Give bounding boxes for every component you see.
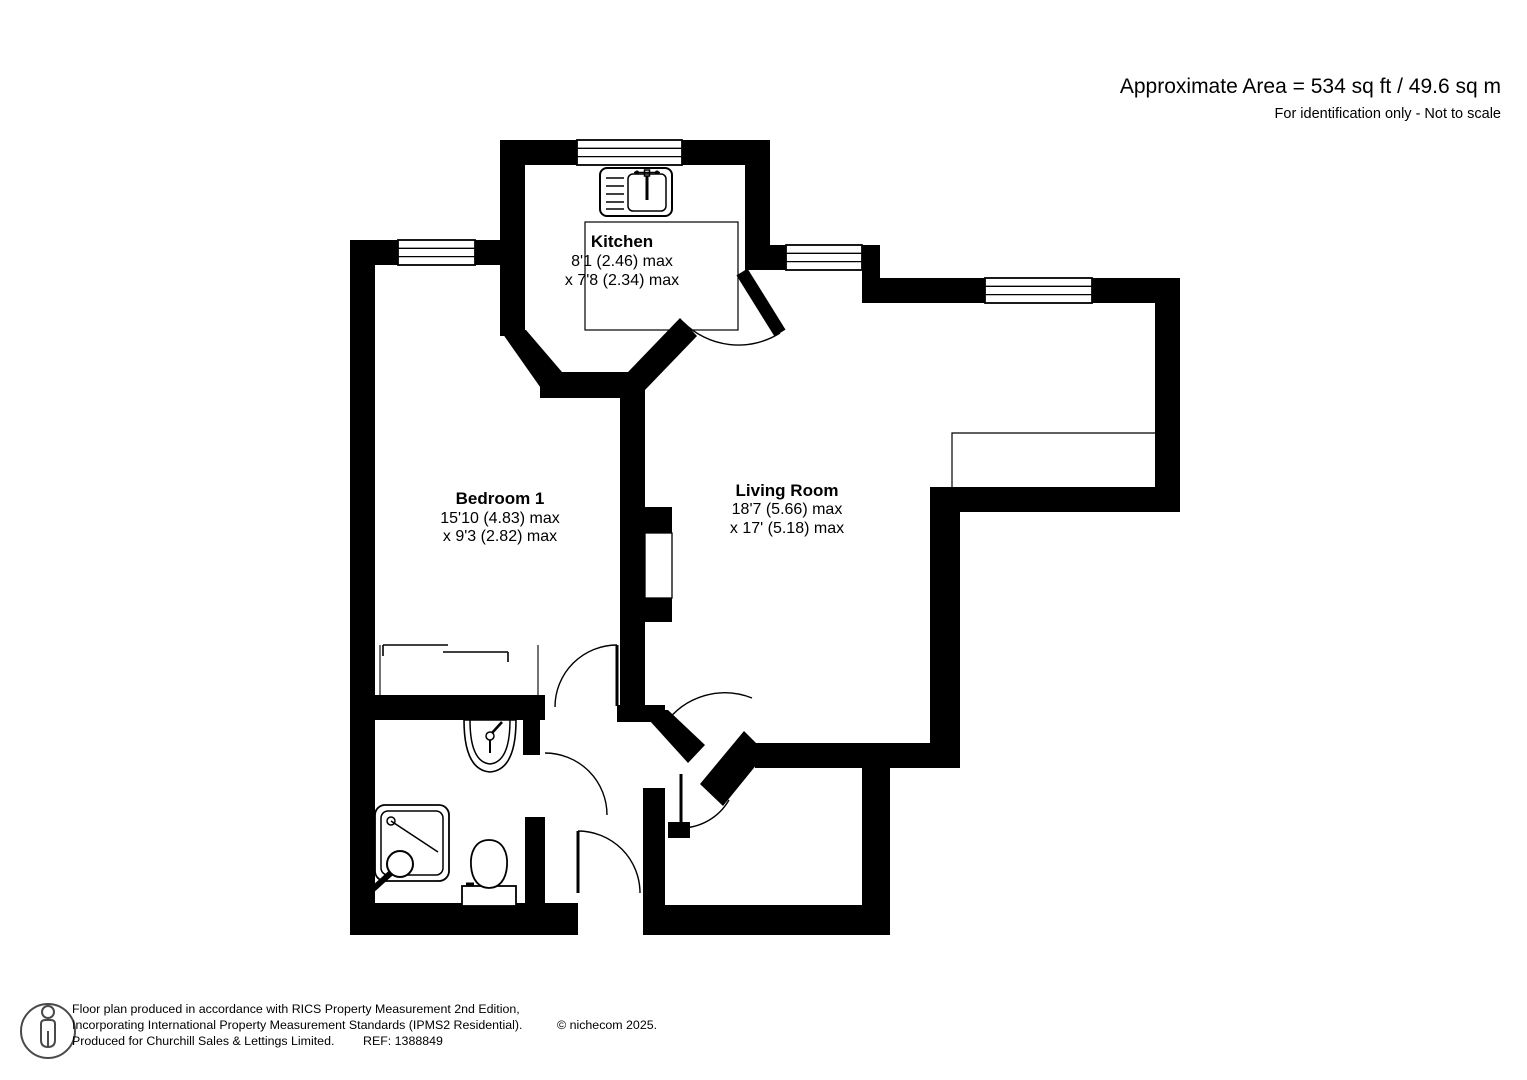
- wall: [643, 788, 665, 905]
- wall-diagonal: [628, 318, 697, 390]
- footer-copyright: © nichecom 2025.: [557, 1018, 658, 1032]
- kitchen-window: [577, 140, 682, 165]
- header: [1120, 75, 1501, 122]
- wall: [620, 390, 645, 707]
- kitchen-dim2: x 7'8 (2.34) max: [564, 272, 680, 289]
- person-logo-icon: [21, 1004, 75, 1058]
- shower-tray-icon: [372, 805, 449, 890]
- footer-line1: Floor plan produced in accordance with RICS Property Measurement 2nd Edition,: [72, 1002, 520, 1016]
- bedroom-dim2: x 9'3 (2.82) max: [442, 528, 558, 545]
- bathroom-door: [545, 753, 607, 815]
- wall: [668, 822, 690, 838]
- chimney-breast: [645, 598, 672, 622]
- kitchen-sink-icon: [600, 168, 672, 216]
- bedroom-name: Bedroom 1: [455, 489, 545, 508]
- bathroom-basin-icon: [464, 720, 516, 772]
- bedroom-label: [440, 489, 560, 545]
- wall-diagonal: [700, 731, 766, 806]
- living-room-recess-outline: [952, 433, 1155, 487]
- toilet-icon: [462, 840, 516, 906]
- wall-diagonal: [640, 710, 705, 763]
- wall: [350, 240, 375, 935]
- wall: [755, 743, 890, 768]
- wall: [890, 743, 955, 768]
- entrance-door: [578, 831, 640, 893]
- approximate-area-text: Approximate Area = 534 sq ft / 49.6 sq m: [1119, 75, 1501, 98]
- living-room-window-right: [985, 278, 1092, 303]
- scale-disclaimer-text: For identification only - Not to scale: [1274, 106, 1501, 122]
- bedroom-window: [398, 240, 475, 265]
- bedroom-door: [555, 645, 617, 707]
- footer-line2: Incorporating International Property Measurement Standards (IPMS2 Residential).: [72, 1018, 523, 1032]
- wall: [525, 817, 545, 905]
- living-room-window-left: [786, 245, 862, 270]
- footer-line3: Produced for Churchill Sales & Lettings Limited.: [72, 1034, 335, 1048]
- wall: [960, 487, 1180, 512]
- fireplace-recess: [645, 533, 672, 598]
- wall: [643, 905, 890, 935]
- wall: [1155, 278, 1180, 512]
- chimney-breast: [645, 507, 672, 533]
- living-room-dim1: 18'7 (5.66) max: [731, 501, 843, 518]
- living-room-label: [730, 481, 844, 537]
- kitchen-name: Kitchen: [590, 232, 654, 251]
- footer: [21, 1002, 657, 1058]
- living-room-dim2: x 17' (5.18) max: [729, 520, 845, 537]
- wall: [930, 487, 960, 768]
- wall: [350, 903, 578, 935]
- living-room-door: [665, 693, 752, 724]
- wall: [523, 700, 540, 755]
- wall: [500, 140, 525, 336]
- kitchen-dim1: 8'1 (2.46) max: [571, 253, 673, 270]
- kitchen-label: [565, 232, 679, 289]
- wardrobe-sliding-doors: [380, 645, 538, 695]
- wall: [375, 695, 545, 720]
- kitchen-door: [683, 272, 780, 345]
- footer-ref: REF: 1388849: [363, 1034, 443, 1048]
- living-room-name: Living Room: [735, 481, 839, 500]
- bedroom-dim1: 15'10 (4.83) max: [440, 510, 560, 527]
